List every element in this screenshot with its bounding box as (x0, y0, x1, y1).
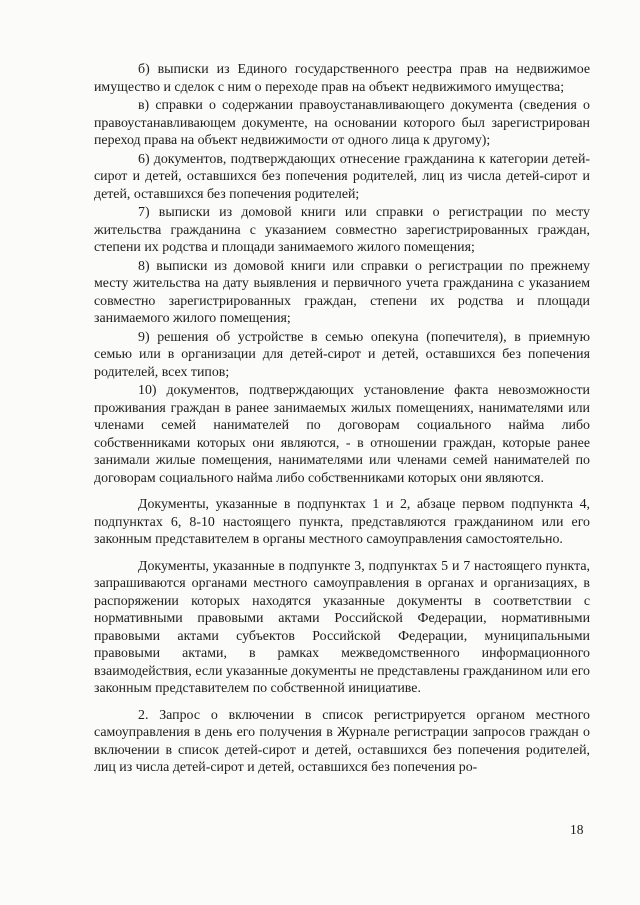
paragraph-b-egrp-extract: б) выписки из Единого государственного реестра прав на недвижимое имущество и сделок с ним о переходе прав на объект недвижимого имущества; (94, 62, 590, 95)
paragraph-6-orphan-status: 6) документов, подтверждающих отнесение гражданина к категории детей-сирот и детей, оставшихся без попечения родителей, лиц из числа детей-сирот и детей, оставшихся без попечения родителей; (94, 151, 590, 202)
paragraph-documents-self-submitted: Документы, указанные в подпунктах 1 и 2, абзаце первом подпункта 4, подпунктах 6, 8-10 настоящего пункта, представляются гражданином или его законным представителем в органы местного самоуправления самостоятельно. (94, 497, 590, 547)
paragraph-v-title-document: в) справки о содержании правоустанавливающего документа (сведения о правоустанавливающем документе, на основании которого был зарегистрирован переход права на объект недвижимости от одного лица к другому); (94, 98, 590, 148)
paragraph-8-previous-residence: 8) выписки из домовой книги или справки о регистрации по прежнему месту жительства на дату выявления и первичного учета гражданина с указанием совместно зарегистрированных граждан, степени их родства и площади занимаемого жилого помещения; (94, 258, 590, 326)
page-number: 18 (570, 822, 584, 837)
paragraph-10-impossibility: 10) документов, подтверждающих установление факта невозможности проживания граждан в ранее занимаемых жилых помещениях, нанимателями или членами семей нанимателей по договорам социального найма либо собственниками которых они являются, - в отношении граждан, которые ранее занимали жилые помещения, нанимателями или членами семей нанимателей по договорам социального найма либо собственниками которых они являются. (94, 383, 590, 486)
paragraph-9-guardianship-decision: 9) решения об устройстве в семью опекуна (попечителя), в приемную семью или в организации для детей-сирот и детей, оставшихся без попечения родителей, всех типов; (94, 329, 590, 380)
paragraph-documents-requested: Документы, указанные в подпункте 3, подпунктах 5 и 7 настоящего пункта, запрашиваются органами местного самоуправления в органах и организациях, в распоряжении которых находятся указанные документы в соответствии с нормативными правовыми актами Российской Федерации, нормативными правовыми актами субъектов Российской Федерации, муниципальными правовыми актами, в рамках межведомственного информационного взаимодействия, если указанные документы не представлены гражданином или его законным представителем по собственной инициативе. (94, 558, 590, 696)
paragraph-7-house-book: 7) выписки из домовой книги или справки о регистрации по месту жительства гражданина с указанием совместно зарегистрированных граждан, степени их родства и площади занимаемого жилого помещения; (94, 205, 590, 255)
paragraph-2-request-registration: 2. Запрос о включении в список регистрируется органом местного самоуправления в день его получения в Журнале регистрации запросов граждан о включении в список детей-сирот и детей, оставшихся без попечения родителей, лиц из числа детей-сирот и детей, оставшихся без попечения ро- (94, 707, 590, 775)
document-body (94, 61, 590, 777)
